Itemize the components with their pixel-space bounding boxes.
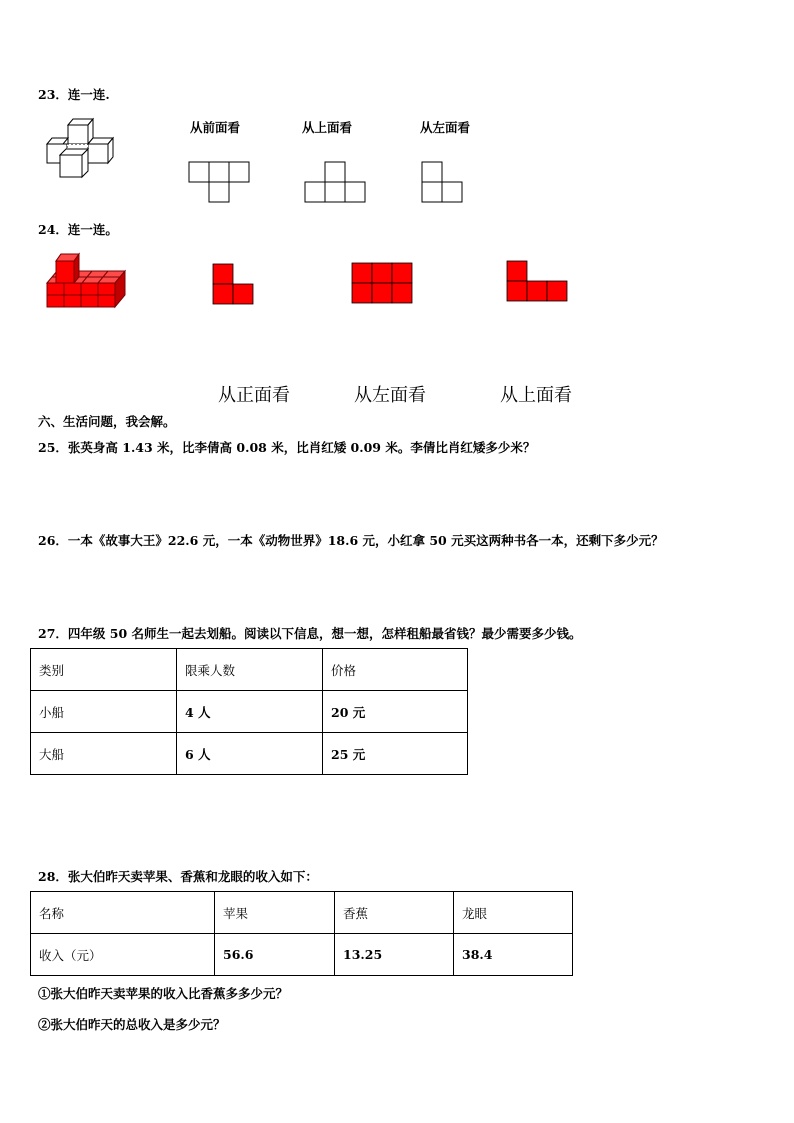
q28-sub2-text: 张大伯昨天的总收入是多少元？ [50,1017,226,1032]
q23-view-b [304,160,366,205]
q28-header-longan: 龙眼 [454,892,573,934]
q24-red-solid [44,250,130,312]
q27-cell: 大船 [31,733,177,775]
q28-cell: 13.25 [335,934,454,976]
q27-table [30,648,468,775]
q26-text: 26．一本《故事大王》22.6 元，一本《动物世界》18.6 元，小红拿 50 元买这两种书各一本，还剩下多少元？ [38,533,664,548]
q23-view-a [188,160,250,205]
q28-sub2-number: ② [38,1017,51,1032]
q28-header-apple: 苹果 [215,892,335,934]
q28-cell: 56.6 [215,934,335,976]
q28-sub2 [38,1015,226,1033]
q27-text: 27．四年级 50 名师生一起去划船。阅读以下信息，想一想，怎样租船最省钱？最少需要多少钱。 [38,626,582,641]
q27-cell: 25 元 [323,733,468,775]
q28-text: 28．张大伯昨天卖苹果、香蕉和龙眼的收入如下： [38,869,318,884]
q23-solid-figure [40,115,130,185]
q27-cell: 小船 [31,691,177,733]
q28-sub1-number: ① [38,986,51,1001]
q27-cell: 6 人 [177,733,323,775]
section6-title: 六、生活问题，我会解。 [38,414,176,429]
q23-label-front: 从前面看 [190,120,241,135]
q28-header-name: 名称 [31,892,215,934]
q28-table [30,891,573,976]
q28-sub1 [38,984,288,1002]
q24-label-left: 从左面看 [354,385,426,406]
q27-header-capacity: 限乘人数 [177,649,323,691]
q24-view-c [506,260,570,302]
q24-view-a [212,263,256,305]
q27-cell: 20 元 [323,691,468,733]
q23-label-left: 从左面看 [420,120,471,135]
q24-label-front: 从正面看 [218,385,290,406]
q23-title: 23．连一连. [38,87,110,102]
q23-view-c [421,160,463,205]
q27-header-type: 类别 [31,649,177,691]
q23-label-top: 从上面看 [302,120,353,135]
q28-header-banana: 香蕉 [335,892,454,934]
q25-text: 25．张英身高 1.43 米，比李倩高 0.08 米，比肖红矮 0.09 米。李倩比肖红矮多少米？ [38,440,536,455]
q24-title: 24．连一连。 [38,222,118,237]
q24-label-top: 从上面看 [500,385,572,406]
q28-sub1-text: 张大伯昨天卖苹果的收入比香蕉多多少元？ [50,986,289,1001]
q24-view-b [351,262,413,304]
q27-cell: 4 人 [177,691,323,733]
q28-cell: 收入（元） [31,934,215,976]
q28-cell: 38.4 [454,934,573,976]
q27-header-price: 价格 [323,649,468,691]
